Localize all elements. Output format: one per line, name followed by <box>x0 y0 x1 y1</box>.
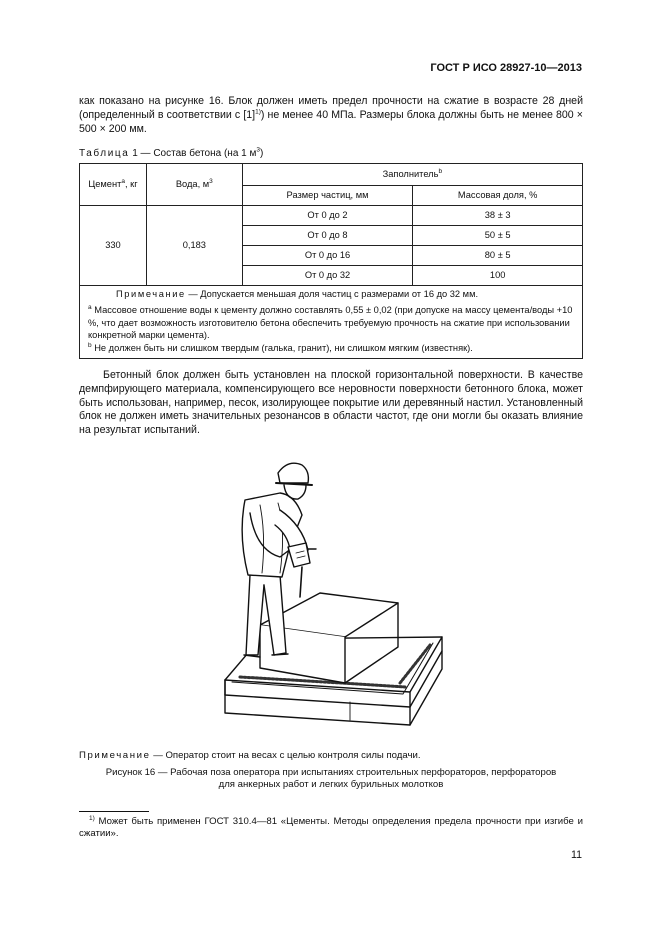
page-number: 11 <box>571 849 582 861</box>
table-caption-text: 1 — Состав бетона (на 1 м <box>132 148 257 159</box>
particle-size-cell: От 0 до 32 <box>242 266 413 286</box>
table-note: Примечание — Допускается меньшая доля частиц с размерами от 16 до 32 мм. <box>116 289 479 299</box>
header-filler: Заполнитель$^b$ <box>242 164 582 186</box>
figure-caption-line-2: для анкерных работ и легких бурильных молотков <box>218 779 444 791</box>
particle-size-cell: От 0 до 16 <box>242 246 413 266</box>
figure-caption <box>79 767 583 792</box>
header-water: Вода, $м^3$ <box>146 164 242 206</box>
table-header-row <box>80 164 583 186</box>
intro-text-a: как показано на рисунке 16. Блок должен иметь предел прочности на сжатие в возрасте 28 дней (определенный в соответствии с [1] <box>79 95 583 121</box>
cement-value: 330 <box>80 206 147 286</box>
mass-fraction-cell: 100 <box>413 266 583 286</box>
intro-paragraph <box>79 95 583 136</box>
header-particle-size: Размер частиц, мм <box>242 186 413 206</box>
table-caption-end: ) <box>260 148 264 159</box>
page-footnote <box>79 816 583 841</box>
mass-fraction-cell: 50 ± 5 <box>413 226 583 246</box>
header-cement: Цемент$^a$, кг <box>80 164 147 206</box>
table-caption-sup: 3 <box>256 146 260 154</box>
particle-size-cell: От 0 до 2 <box>242 206 413 226</box>
footnote-mark: 1) <box>89 814 95 822</box>
figure-caption-line-1: Рисунок 16 — Рабочая поза оператора при испытаниях строительных перфораторов, перфораторов <box>105 767 557 778</box>
table-notes-row <box>80 286 583 359</box>
paragraph-block-installation: Бетонный блок должен быть установлен на плоской горизонтальной поверхности. В качестве демпфирующего материала, компенсирующего все неровности поверхности бетонного блока, может быть использован, например, песок, изолирующее покрытие или деревянный настил. Установленный блок не должен иметь значительных резонансов в области частот, где они могли бы оказать влияние на результат испытаний. <box>79 369 583 437</box>
footnote-divider <box>79 811 149 812</box>
mass-fraction-cell: 80 ± 5 <box>413 246 583 266</box>
particle-size-cell: От 0 до 8 <box>242 226 413 246</box>
footnote-text: Может быть применен ГОСТ 310.4—81 «Цементы. Методы определения предела прочности при изгибе и сжатии». <box>79 816 583 840</box>
operator-drawing <box>220 455 450 735</box>
table-row <box>80 206 583 226</box>
intro-text-b: ) не менее 40 МПа. Размеры блока должны быть не менее 800 × 500 × 200 мм. <box>79 108 583 135</box>
table-notes <box>80 286 583 359</box>
concrete-composition-table <box>79 163 583 359</box>
table-footnote-a: $^a$ Массовое отношение воды к цементу должно составлять 0,55 ± 0,02 (при допуске на массу цемента/воды +10 %, что дает возможность изготовителю бетона обеспечить требуемую прочность на сжатие при использовании конкретной марки цемента). <box>88 304 573 341</box>
intro-footnote-ref: 1) <box>255 108 261 116</box>
figure-note: Примечание — Оператор стоит на весах с целью контроля силы подачи. <box>79 750 421 761</box>
table-caption-label: Таблица <box>79 148 130 159</box>
header-mass-fraction: Массовая доля, % <box>413 186 583 206</box>
figure-operator-drilling <box>220 455 450 735</box>
table-caption <box>79 147 263 160</box>
water-value: 0,183 <box>146 206 242 286</box>
document-code: ГОСТ Р ИСО 28927-10—2013 <box>430 62 582 74</box>
mass-fraction-cell: 38 ± 3 <box>413 206 583 226</box>
table-footnote-b: $^b$ Не должен быть ни слишком твердым (галька, гранит), ни слишком мягким (известняк). <box>88 342 473 354</box>
